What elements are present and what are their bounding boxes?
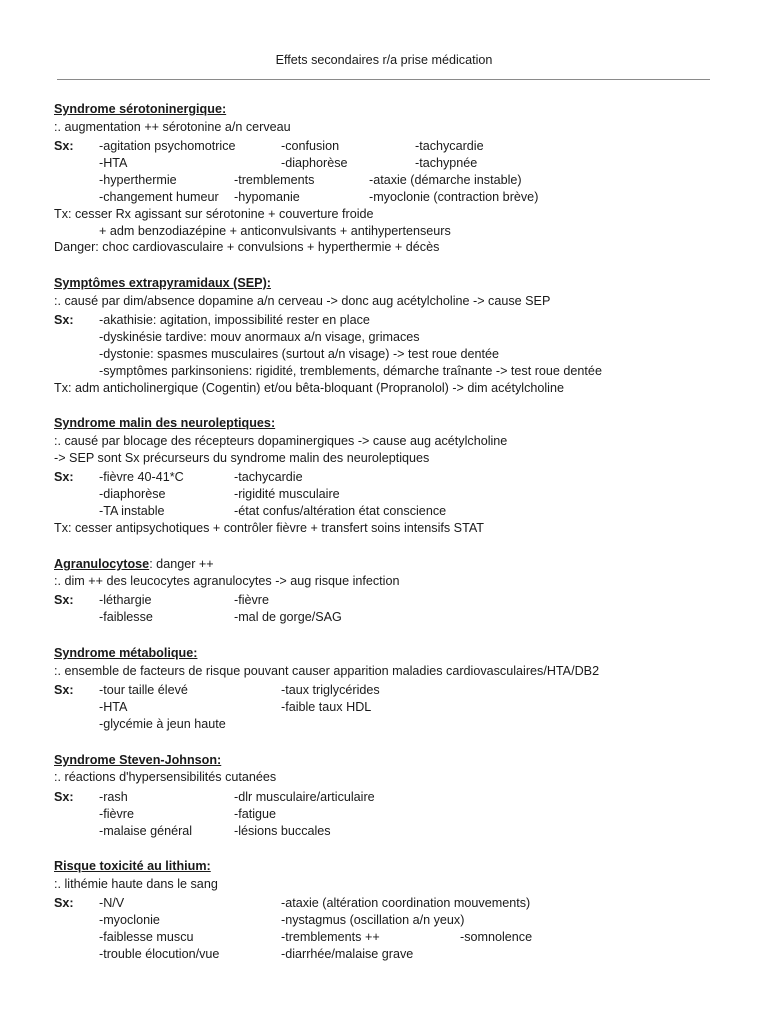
symptom: -hypomanie — [234, 190, 300, 204]
symptom: -état confus/altération état conscience — [234, 504, 447, 518]
section-heading-line — [54, 556, 214, 573]
symptom: -HTA — [99, 156, 128, 170]
treatment-continued: + adm benzodiazépine + anticonvulsivants + antihypertenseurs — [99, 224, 451, 238]
section-cause: :. augmentation ++ sérotonine a/n cerveau — [54, 120, 291, 134]
symptom: -TA instable — [99, 504, 165, 518]
symptom: -fièvre — [234, 593, 269, 607]
title-divider — [57, 79, 710, 80]
section-cause-continued: -> SEP sont Sx précurseurs du syndrome malin des neuroleptiques — [54, 451, 430, 465]
sx-label: Sx: — [54, 139, 74, 153]
symptom: -tremblements ++ — [281, 930, 380, 944]
treatment: Tx: cesser antipsychotiques + contrôler fièvre + transfert soins intensifs STAT — [54, 521, 484, 535]
symptom: -confusion — [281, 139, 340, 153]
section-heading: Agranulocytose — [54, 557, 150, 571]
symptom: -N/V — [99, 896, 125, 910]
section-cause: :. réactions d'hypersensibilités cutanées — [54, 770, 277, 784]
sx-label: Sx: — [54, 593, 74, 607]
section-heading-suffix: : danger ++ — [149, 557, 214, 571]
symptom: -diaphorèse — [281, 156, 348, 170]
symptom: -tachycardie — [415, 139, 484, 153]
treatment: Tx: adm anticholinergique (Cogentin) et/ou bêta-bloquant (Propranolol) -> dim acétylcholine — [54, 381, 564, 395]
section-heading: Syndrome sérotoninergique: — [54, 102, 227, 116]
section-cause: :. dim ++ des leucocytes agranulocytes -> aug risque infection — [54, 574, 400, 588]
section-cause: :. lithémie haute dans le sang — [54, 877, 218, 891]
section-heading: Syndrome malin des neuroleptiques: — [54, 416, 276, 430]
symptom: -somnolence — [460, 930, 533, 944]
symptom: -myoclonie (contraction brève) — [369, 190, 539, 204]
symptom: -hyperthermie — [99, 173, 177, 187]
symptom: -mal de gorge/SAG — [234, 610, 342, 624]
symptom: -rash — [99, 790, 128, 804]
symptom: -myoclonie — [99, 913, 160, 927]
section-heading: Risque toxicité au lithium: — [54, 859, 211, 873]
symptom: -taux triglycérides — [281, 683, 380, 697]
symptom: -akathisie: agitation, impossibilité rester en place — [99, 313, 370, 327]
symptom: -symptômes parkinsoniens: rigidité, tremblements, démarche traînante -> test roue dentée — [99, 364, 602, 378]
document-title: Effets secondaires r/a prise médication — [275, 53, 493, 67]
sx-label: Sx: — [54, 896, 74, 910]
symptom: -faible taux HDL — [281, 700, 372, 714]
symptom: -faiblesse muscu — [99, 930, 194, 944]
symptom: -dyskinésie tardive: mouv anormaux a/n visage, grimaces — [99, 330, 420, 344]
symptom: -changement humeur — [99, 190, 219, 204]
symptom: -fatigue — [234, 807, 277, 821]
treatment: Tx: cesser Rx agissant sur sérotonine + couverture froide — [54, 207, 374, 221]
sx-label: Sx: — [54, 683, 74, 697]
symptom: -ataxie (altération coordination mouvements) — [281, 896, 531, 910]
symptom: -lésions buccales — [234, 824, 331, 838]
symptom: -dlr musculaire/articulaire — [234, 790, 375, 804]
symptom: -glycémie à jeun haute — [99, 717, 226, 731]
symptom: -tachypnée — [415, 156, 478, 170]
section-heading: Syndrome Steven-Johnson: — [54, 753, 222, 767]
section-heading: Symptômes extrapyramidaux (SEP): — [54, 276, 271, 290]
symptom: -trouble élocution/vue — [99, 947, 220, 961]
symptom: -faiblesse — [99, 610, 153, 624]
sx-label: Sx: — [54, 313, 74, 327]
symptom: -diaphorèse — [99, 487, 166, 501]
section-cause: :. causé par blocage des récepteurs dopaminergiques -> cause aug acétylcholine — [54, 434, 508, 448]
symptom: -diarrhée/malaise grave — [281, 947, 414, 961]
symptom: -nystagmus (oscillation a/n yeux) — [281, 913, 465, 927]
danger-note: Danger: choc cardiovasculaire + convulsions + hyperthermie + décès — [54, 240, 440, 254]
symptom: -ataxie (démarche instable) — [369, 173, 522, 187]
sx-label: Sx: — [54, 470, 74, 484]
sx-label: Sx: — [54, 790, 74, 804]
symptom: -rigidité musculaire — [234, 487, 340, 501]
section-heading: Syndrome métabolique: — [54, 646, 198, 660]
symptom: -HTA — [99, 700, 128, 714]
symptom: -fièvre 40-41*C — [99, 470, 184, 484]
symptom: -tour taille élevé — [99, 683, 188, 697]
section-cause: :. causé par dim/absence dopamine a/n cerveau -> donc aug acétylcholine -> cause SEP — [54, 294, 551, 308]
symptom: -léthargie — [99, 593, 152, 607]
symptom: -tremblements — [234, 173, 315, 187]
symptom: -malaise général — [99, 824, 193, 838]
section-cause: :. ensemble de facteurs de risque pouvant causer apparition maladies cardiovasculaires/HTA/DB2 — [54, 664, 600, 678]
symptom: -fièvre — [99, 807, 134, 821]
symptom: -tachycardie — [234, 470, 303, 484]
symptom: -dystonie: spasmes musculaires (surtout a/n visage) -> test roue dentée — [99, 347, 500, 361]
symptom: -agitation psychomotrice — [99, 139, 236, 153]
